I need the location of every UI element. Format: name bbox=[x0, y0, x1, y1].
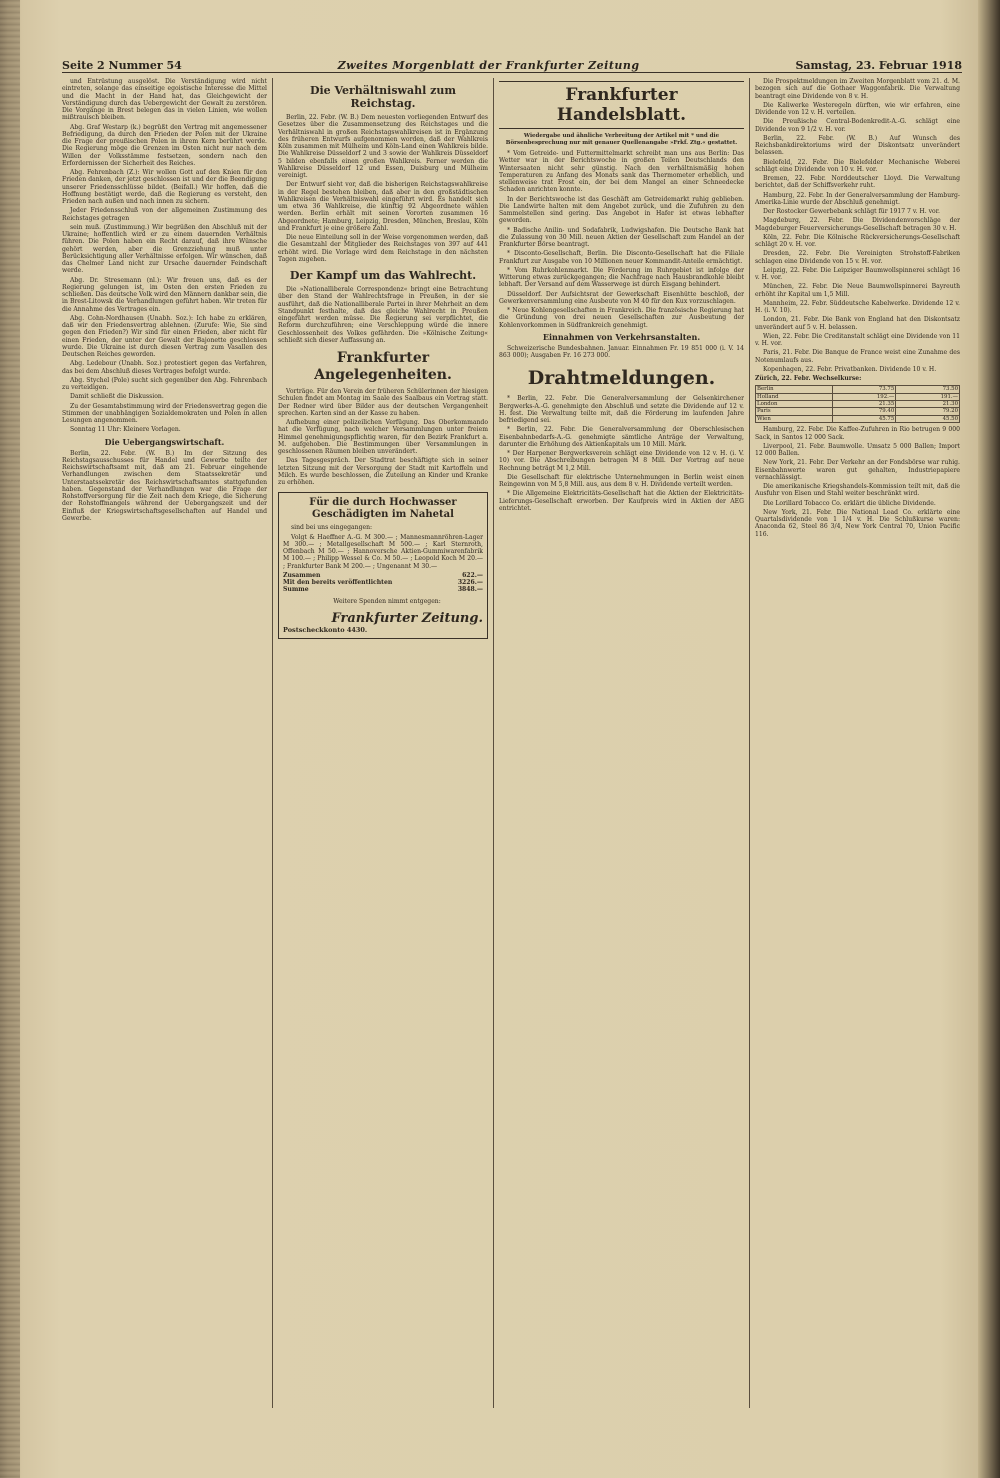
col2-title-1: Die Verhältniswahl zum Reichstag. bbox=[309, 84, 457, 110]
header-date: Samstag, 23. Februar 1918 bbox=[795, 58, 962, 72]
table-cell: 79.40 bbox=[832, 408, 896, 415]
table-cell: Wien bbox=[756, 415, 833, 422]
article-paragraph: Schweizerische Bundesbahnen. Januar. Einnahmen Fr. 19 851 000 (i. V. 14 863 000); Ausgaben Fr. 16 273 000. bbox=[499, 344, 744, 359]
donation-sum-value: 622.— bbox=[462, 571, 483, 579]
article-paragraph: München, 22. Febr. Die Neue Baumwollspinnerei Bayreuth erhöht ihr Kapital um 1,5 Mill. bbox=[755, 283, 960, 298]
donation-prev-value: 3226.— bbox=[457, 579, 483, 586]
article-paragraph: Kopenhagen, 22. Febr. Privatbanken. Dividende 10 v. H. bbox=[763, 365, 937, 373]
article-paragraph: Mannheim, 22. Febr. Süddeutsche Kabelwerke. Dividende 12 v. H. (i. V. 10). bbox=[755, 299, 960, 314]
column-rule bbox=[272, 78, 273, 1408]
donation-lines bbox=[283, 534, 483, 570]
article-paragraph: Wien, 22. Febr. Die Creditanstalt schlägt eine Dividende von 11 v. H. vor. bbox=[755, 332, 960, 347]
article-paragraph: Dresden, 22. Febr. Die Vereinigten Strohstoff-Fabriken schlagen eine Dividende von 15 v. H. vor. bbox=[755, 250, 960, 265]
column-3 bbox=[499, 78, 744, 1408]
article-paragraph: New York, 21. Febr. Die National Lead Co. erklärte eine Quartalsdividende von 1 1/4 v. H. Die Schlußkurse waren: Anaconda 62, Steel 86 3/4, New York Central 70, Union Pacific 116. bbox=[755, 508, 960, 538]
table-cell: 45.50 bbox=[896, 415, 960, 422]
exchange-table-title: Zürich, 22. Febr. Wechselkurse: bbox=[755, 375, 862, 382]
col2-paragraphs-3 bbox=[278, 388, 488, 486]
col3-subhead: Einnahmen von Verkehrsanstalten. bbox=[542, 331, 701, 342]
article-paragraph: In der Berichtswoche ist das Geschäft am Getreidemarkt ruhig geblieben. Die Landwirte halten mit dem Angebot zurück, und die Zufuhren zu den Sammelstellen sind gering. Das Angebot in Hafer ist etwas lebhafter geworden. bbox=[499, 195, 744, 225]
col2-title-2: Der Kampf um das Wahlrecht. bbox=[289, 269, 477, 282]
table-row bbox=[756, 393, 960, 400]
article-paragraph: * Die Allgemeine Elektricitäts-Gesellschaft hat die Aktien der Elektricitäts-Lieferungs-Gesellschaft erworben. Der Kaufpreis wird in Aktien der AEG entrichtet. bbox=[499, 490, 744, 512]
column-rule bbox=[493, 78, 494, 1408]
col4-paragraphs-2 bbox=[755, 426, 960, 538]
article-paragraph: Aufhebung einer polizeilichen Verfügung. Das Oberkommando hat die Verfügung, nach welcher Versammlungen unter freiem Himmel genehmigungspflichtig waren, für den Bezirk Frankfurt a. M. aufgehoben. Die Bestimmungen über Versammlungen in geschlossenen Räumen bleiben unverändert. bbox=[278, 419, 488, 455]
donation-box bbox=[278, 492, 488, 639]
col2-paragraphs-2 bbox=[278, 286, 488, 344]
column-2 bbox=[278, 78, 488, 1408]
article-paragraph: Leipzig, 22. Febr. Die Leipziger Baumwollspinnerei schlägt 16 v. H. vor. bbox=[755, 266, 960, 281]
article-paragraph: Die Kaliwerke Westeregeln dürften, wie wir erfahren, eine Dividende von 12 v. H. verteilen. bbox=[755, 101, 960, 116]
table-cell: 21.35 bbox=[832, 401, 896, 408]
table-cell: Holland bbox=[756, 393, 833, 400]
article-paragraph: Der Rostocker Gewerbebank schlägt für 1917 7 v. H. vor. bbox=[763, 208, 940, 215]
table-row bbox=[756, 408, 960, 415]
article-paragraph: Das Tagesgespräch. Der Stadtrat beschäftigte sich in seiner letzten Sitzung mit der Versorgung der Stadt mit Kartoffeln und Milch. Es wurde beschlossen, die Zuteilung an Kinder und Kranke zu erhöhen. bbox=[278, 457, 488, 486]
col2-paragraphs bbox=[278, 114, 488, 263]
table-cell: Paris bbox=[756, 408, 833, 415]
table-row bbox=[756, 415, 960, 422]
handelsblatt-subtitle: Wiedergabe und ähnliche Verbreitung der Artikel mit * und die Börsenbesprechung nur mit genauer Quellenangabe »Frkf. Ztg.« gestattet. bbox=[505, 133, 738, 146]
handelsblatt-title: Frankfurter Handelsblatt. bbox=[499, 81, 744, 129]
col1-subhead: Die Uebergangswirtschaft. bbox=[104, 436, 225, 447]
table-cell: 45.75 bbox=[832, 415, 896, 422]
article-paragraph: Die Prospektmeldungen im Zweiten Morgenblatt vom 21. d. M. bezogen sich auf die Gothaer Waggonfabrik. Die Verwaltung beantragt eine Dividende von 8 v. H. bbox=[755, 78, 960, 100]
article-paragraph: Magdeburg, 22. Febr. Die Dividendenvorschläge der Magdeburger Feuerversicherungs-Gesellschaft betragen 30 v. H. bbox=[755, 217, 960, 232]
page-header bbox=[62, 58, 962, 73]
article-paragraph: Die Preußische Central-Bodenkredit-A.-G. schlägt eine Dividende von 9 1/2 v. H. vor. bbox=[755, 118, 960, 133]
donation-total-value: 3848.— bbox=[457, 586, 483, 594]
exchange-table bbox=[755, 385, 960, 423]
article-paragraph: Köln, 22. Febr. Die Kölnische Rückversicherungs-Gesellschaft schlägt 20 v. H. vor. bbox=[755, 233, 960, 248]
table-cell: 191.— bbox=[896, 393, 960, 400]
donation-total bbox=[283, 586, 483, 593]
article-paragraph: Die amerikanische Kriegshandels-Kommission teilt mit, daß die Ausfuhr von Eisen und Stahl weiter beschränkt wird. bbox=[755, 483, 960, 498]
donation-sum-label: Zusammen bbox=[283, 571, 321, 579]
donation-sum bbox=[283, 572, 483, 579]
article-paragraph: Vorträge. Für den Verein der früheren Schülerinnen der hiesigen Schulen findet am Montag im Saale des Saalbaus ein Vortrag statt. Der Redner wird über Bilder aus der deutschen Vergangenheit sprechen. Karten sind an der Kasse zu haben. bbox=[278, 388, 488, 417]
table-cell: 192.— bbox=[832, 393, 896, 400]
article-paragraph: * Vom Getreide- und Futtermittelmarkt schreibt man uns aus Berlin: Das Wetter war in der Berichtswoche in großen Teilen Deutschlands den Wintersaaten nicht sehr günstig. Nach den verhältnismäßig hohen Temperaturen zu Anfang des Monats sank das Thermometer erheblich, und stellenweise trat Frost ein, der bei dem Mangel an einer Schneedecke Schaden anrichten konnte. bbox=[499, 150, 744, 194]
table-cell: London bbox=[756, 401, 833, 408]
col3-paragraphs-3 bbox=[499, 395, 744, 512]
article-paragraph: Sonntag 11 Uhr: Kleinere Vorlagen. bbox=[70, 426, 181, 434]
article-paragraph: Die »Nationalliberale Correspondenz« bringt eine Betrachtung über den Stand der Wahlrechtsfrage in Preußen, in der sie ausführt, daß die Nationalliberale Partei in ihrer Mehrheit an dem Standpunkt festhalte, daß das gleiche Wahlrecht in Preußen eingeführt werden müsse. Die Regierung sei verpflichtet, die Reform durchzuführen; eine Verschleppung würde die innere Geschlossenheit des Volkes gefährden. Die »Kölnische Zeitung« schließt sich dieser Auffassung an. bbox=[278, 286, 488, 344]
article-paragraph: New York, 21. Febr. Der Verkehr an der Fondsbörse war ruhig. Eisenbahnwerte waren gut gehalten, Industriepapiere vernachlässigt. bbox=[755, 459, 960, 481]
article-paragraph: * Berlin, 22. Febr. Die Generalversammlung der Gelsenkirchener Bergwerks-A.-G. genehmigte den Abschluß und setzte die Dividende auf 12 v. H. fest. Die Verwaltung teilte mit, daß die Förderung im laufenden Jahre befriedigend sei. bbox=[499, 395, 744, 424]
article-paragraph: Abg. Graf Westarp (k.) begrüßt den Vertrag mit angemessener Befriedigung, da durch den Frieden der Polen mit der Ukraine die Frage der preußischen Polen in ihrem Kern berührt werde. Die Regierung möge die Grenzen im Osten nicht nur nach dem Willen der Volksstämme festsetzen, sondern nach den Erfordernissen der Sicherheit des Reiches. bbox=[62, 123, 267, 167]
donation-intro: sind bei uns eingegangen: bbox=[291, 524, 373, 532]
donation-account: Postscheckkonto 4430. bbox=[283, 625, 368, 634]
column-rule bbox=[749, 78, 750, 1408]
table-cell: 79.20 bbox=[896, 408, 960, 415]
article-paragraph: Paris, 21. Febr. Die Banque de France weist eine Zunahme des Notenumlaufs aus. bbox=[755, 349, 960, 364]
donation-prev bbox=[283, 579, 483, 586]
article-paragraph: Volgt & Haeffner A.-G. M 300.— ; Mannesmannröhren-Lager M 300.— ; Metallgesellschaft M 500.— ; Karl Sternroth, Offenbach M 50.— ; Hannoversche Aktien-Gummiwarenfabrik M 100.— ; Philipp Wessel & Co. M 50.— ; Leopold Koch M 20.— ; Frankfurter Bank M 200.— ; Ungenannt M 30.— bbox=[283, 533, 483, 570]
col4-paragraphs bbox=[755, 78, 960, 373]
article-paragraph: Hamburg, 22. Febr. Die Kaffee-Zufuhren in Rio betrugen 9 000 Sack, in Santos 12 000 Sack. bbox=[755, 426, 960, 441]
table-cell: 73.75 bbox=[832, 386, 896, 393]
table-cell: 73.50 bbox=[896, 386, 960, 393]
column-4 bbox=[755, 78, 960, 1408]
article-paragraph: Zu der Gesamtabstimmung wird der Friedensvertrag gegen die Stimmen der unabhängigen Sozialdemokraten und Polen in allen Lesungen angenommen. bbox=[62, 402, 267, 424]
article-paragraph: Liverpool, 21. Febr. Baumwolle. Umsatz 5 000 Ballen; Import 12 000 Ballen. bbox=[755, 442, 960, 458]
donation-title: Für die durch Hochwasser Geschädigten im Nahetal bbox=[309, 497, 457, 521]
article-paragraph: Abg. Ledebour (Unabh. Soz.) protestiert gegen das Verfahren, das bei dem Abschluß dieses Vertrages befolgt wurde. bbox=[62, 360, 267, 375]
table-cell: 21.30 bbox=[896, 401, 960, 408]
binding-edge bbox=[0, 0, 20, 1478]
article-paragraph: * Vom Ruhrkohlenmarkt. Die Förderung im Ruhrgebiet ist infolge der Witterung etwas zurückgegangen; die Nachfrage nach Hausbrandkohle bleibt lebhaft. Der Versand auf dem Wasserwege ist durch Eisgang behindert. bbox=[499, 266, 744, 289]
article-paragraph: Düsseldorf. Der Aufsichtsrat der Gewerkschaft Eisenhütte beschloß, der Gewerkenversammlung eine Ausbeute von M 40 für den Kux vorzuschlagen. bbox=[499, 290, 744, 305]
article-paragraph: Berlin, 22. Febr. (W. B.) Dem neuesten vorliegenden Entwurf des Gesetzes über die Zusammensetzung des Reichstages und die Verhältniswahl in großen Reichstagswahlkreisen ist in Ergänzung des früheren Entwurfs aufgenommen worden, daß der Wahlkreis Köln zusammen mit Mülheim und Köln-Land einen Wahlkreis bilde. Die Wahlkreise Düsseldorf 2 und 3 sowie der Wahlkreis Düsseldorf 5 bilden ebenfalls einen großen Wahlkreis. Ferner werden die Wahlkreise Düsseldorf 12 und Essen, Duisburg und Mülheim vereinigt. bbox=[278, 114, 488, 179]
col1-paragraphs bbox=[62, 78, 267, 434]
article-paragraph: Die Lorillard Tobacco Co. erklärt die übliche Dividende. bbox=[763, 499, 936, 507]
col3-paragraphs-2 bbox=[499, 345, 744, 360]
article-paragraph: Berlin, 22. Febr. (W. B.) Auf Wunsch des Reichsbankdirektoriums wird der Diskontsatz unverändert belassen. bbox=[755, 134, 960, 157]
article-paragraph: Die neue Einteilung soll in der Weise vorgenommen werden, daß die Gesamtzahl der Mitglieder des Reichstages von 397 auf 441 erhöht wird. Die Vorlage wird dem Reichstage in den nächsten Tagen zugehen. bbox=[278, 234, 488, 263]
col2-title-3: Frankfurter Angelegenheiten. bbox=[314, 350, 452, 383]
article-paragraph: Abg. Dr. Stresemann (nl.): Wir freuen uns, daß es der Regierung gelungen ist, im Osten den ersten Frieden zu schließen. Das deutsche Volk wird den Männern dankbar sein, die in Brest-Litowsk die Verhandlungen geführt haben. Wir treten für die Annahme des Vertrages ein. bbox=[62, 276, 267, 313]
table-row bbox=[756, 401, 960, 408]
page-edge bbox=[978, 0, 1000, 1478]
column-1 bbox=[62, 78, 267, 1408]
article-paragraph: London, 21. Febr. Die Bank von England hat den Diskontsatz unverändert auf 5 v. H. belassen. bbox=[755, 316, 960, 331]
article-paragraph: Berlin, 22. Febr. (W. B.) Im der Sitzung des Reichstagsausschusses für Handel und Gewerbe teilte der Reichswirtschaftsamt mit, daß am 21. Februar eingehende Verhandlungen zwischen dem Staatssekretär und Unterstaatssekretär des Reichswirtschaftsamtes stattgefunden haben. Gegenstand der Verhandlungen war die Frage der Rohstoffversorgung für die Zeit nach dem Kriege, die Sicherung der Rohstoffmangels während der Uebergangszeit und der Einfluß der Kriegswirtschaftsgesellschaften auf Handel und Gewerbe. bbox=[62, 449, 267, 522]
article-paragraph: Damit schließt die Diskussion. bbox=[70, 393, 164, 401]
donation-total-label: Summe bbox=[283, 586, 309, 594]
header-left: Seite 2 Nummer 54 bbox=[62, 58, 182, 72]
donation-note: Weitere Spenden nimmt entgegen: bbox=[333, 597, 441, 605]
article-paragraph: * Der Harpener Bergwerksverein schlägt eine Dividende von 12 v. H. (i. V. 10) vor. Die Abschreibungen betragen M 8 Mill. Der Vortrag auf neue Rechnung beträgt M 1,2 Mill. bbox=[499, 450, 744, 472]
donation-signature: Frankfurter Zeitung. bbox=[331, 610, 483, 626]
col3-paragraphs bbox=[499, 150, 744, 329]
article-paragraph: Abg. Cohn-Nordhausen (Unabh. Soz.): Ich habe zu erklären, daß wir den Friedensvertrag ablehnen. (Zurufe: Wie, Sie sind gegen den Frieden?) Wir sind für einen Frieden, aber nicht für einen Frieden, der unter der Gewalt der Bajonette geschlossen wurde. Die Ukraine ist durch diesen Vertrag zum Vasallen des Deutschen Reiches geworden. bbox=[62, 314, 267, 358]
header-title: Zweites Morgenblatt der Frankfurter Zeitung bbox=[337, 58, 640, 72]
article-paragraph: Bielefeld, 22. Febr. Die Bielefelder Mechanische Weberei schlägt eine Dividende von 10 v. H. vor. bbox=[755, 158, 960, 173]
table-cell: Berlin bbox=[756, 386, 833, 393]
article-paragraph: und Entrüstung ausgelöst. Die Verständigung wird nicht eintreten, solange das einseitige egoistische Interesse die Mittel und die Macht in der Hand hat, das Gleichgewicht der Verständigung durch das Uebergewicht der Gewalt zu zerstören. Die Vorgänge in Brest belegen das in vielen Linien, wie wollen mißtrauisch bleiben. bbox=[62, 78, 267, 122]
col1-paragraphs-2 bbox=[62, 450, 267, 523]
article-paragraph: Der Entwurf sieht vor, daß die bisherigen Reichstagswahlkreise in der Regel bestehen bleiben, daß aber in den großstädtischen Wahlkreisen die Verhältniswahl eingeführt wird. Es handelt sich um etwa 36 Wahlkreise, die künftig 92 Abgeordnete wählen werden. Berlin erhält mit seinen Vororten zusammen 16 Abgeordnete; Hamburg, Leipzig, Dresden, München, Breslau, Köln und Frankfurt je eine größere Zahl. bbox=[278, 181, 488, 232]
drahtmeldungen-title: Drahtmeldungen. bbox=[527, 367, 716, 390]
article-paragraph: sein muß. (Zustimmung.) Wir begrüßen den Abschluß mit der Ukraine; hoffentlich wird er zu einem dauernden Verhältnis führen. Die Polen haben ein Recht darauf, daß ihre Wünsche gehört werden, aber die Grenzziehung muß unter Berücksichtigung aller Verhältnisse erfolgen. Wir wünschen, daß das Chelmer Land nicht zur Ursache dauernder Feindschaft werde. bbox=[62, 223, 267, 275]
article-paragraph: Die Gesellschaft für elektrische Unternehmungen in Berlin weist einen Reingewinn von M 5,8 Mill. aus, aus dem 8 v. H. Dividende verteilt werden. bbox=[499, 473, 744, 488]
article-paragraph: Abg. Fehrenbach (Z.): Wir wollen Gott auf den Knien für den Frieden danken, der jetzt geschlossen ist und der die Beendigung unserer Friedensschlüsse bildet. (Beifall.) Wir hoffen, daß die Hoffnung bestätigt werde, daß die Regierung es versteht, den Frieden nach außen und nach innen zu sichern. bbox=[62, 169, 267, 205]
article-paragraph: * Badische Anilin- und Sodafabrik, Ludwigshafen. Die Deutsche Bank hat die Zulassung von 30 Mill. neuen Aktien der Gesellschaft zum Handel an der Frankfurter Börse beantragt. bbox=[499, 226, 744, 248]
article-paragraph: Abg. Stychel (Pole) sucht sich gegenüber den Abg. Fehrenbach zu verteidigen. bbox=[62, 376, 267, 391]
table-row bbox=[756, 386, 960, 393]
article-paragraph: * Berlin, 22. Febr. Die Generalversammlung der Oberschlesischen Eisenbahnbedarfs-A.-G. genehmigte sämtliche Anträge der Verwaltung, darunter die Erhöhung des Aktienkapitals um 10 Mill. Mark. bbox=[499, 426, 744, 448]
article-paragraph: Hamburg, 22. Febr. In der Generalversammlung der Hamburg-Amerika-Linie wurde der Abschluß genehmigt. bbox=[755, 191, 960, 206]
article-paragraph: * Disconto-Gesellschaft, Berlin. Die Disconto-Gesellschaft hat die Filiale Frankfurt zur Ausgabe von 10 Millionen neuer Kommandit-Anteile ermächtigt. bbox=[499, 250, 744, 265]
article-paragraph: Bremen, 22. Febr. Norddeutscher Lloyd. Die Verwaltung berichtet, daß der Schiffsverkehr ruht. bbox=[755, 175, 960, 190]
article-paragraph: * Neue Kohlengesellschaften in Frankreich. Die französische Regierung hat die Gründung von drei neuen Gesellschaften zur Ausbeutung der Kohlenvorkommen in Südfrankreich genehmigt. bbox=[499, 307, 744, 329]
donation-prev-label: Mit den bereits veröffentlichten bbox=[283, 579, 393, 586]
article-paragraph: Jeder Friedensschluß von der allgemeinen Zustimmung des Reichstages getragen bbox=[62, 207, 267, 222]
